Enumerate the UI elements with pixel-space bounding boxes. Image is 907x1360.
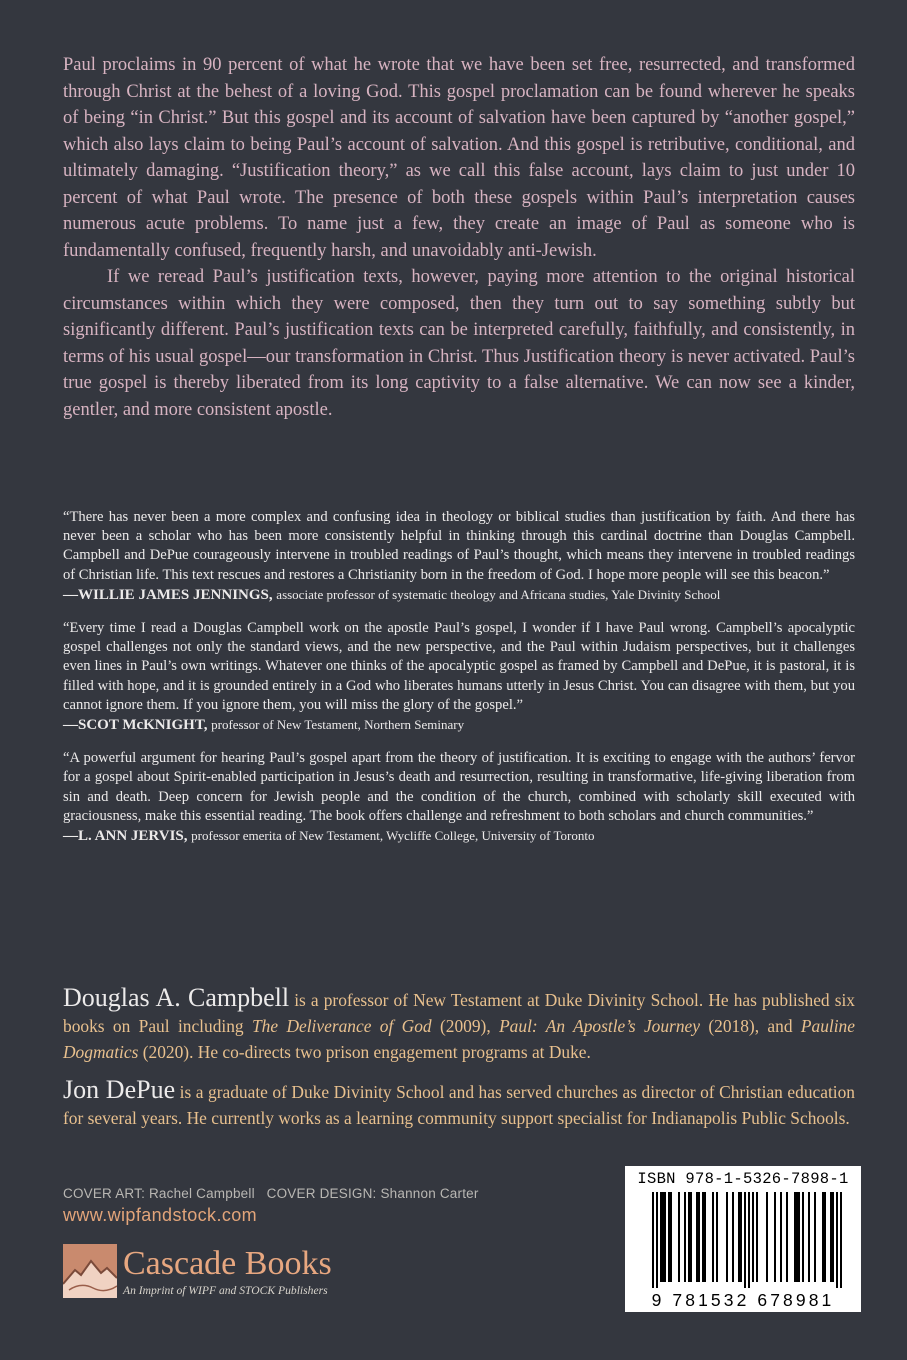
barcode-bar	[840, 1192, 842, 1288]
barcode-bar	[690, 1192, 692, 1282]
endorsement-jennings	[63, 508, 855, 605]
endorsement-quote: “There has never been a more complex and confusing idea in theology or biblical studies than justification by faith. And there has never been a scholar who has been more consistently helpful in thinking through this cardinal doctrine than Douglas Campbell. Campbell and DePue courageously intervene in troubled readings of Paul’s thought, which means they intervene in troubled readings of Christian life. This text rescues and restores a Christianity born in the freedom of God. I hope more people will see this beacon.”	[63, 509, 855, 583]
description-paragraph-1: Paul proclaims in 90 percent of what he wrote that we have been set free, resurrected, and transformed through Christ at the behest of a loving God. This gospel proclamation can be found wherever he speaks of being “in Christ.” But this gospel and its account of salvation have been captured by “another gospel,” which also lays claim to being Paul’s account of salvation. And this gospel is retributive, conditional, and ultimately damaging. “Justification theory,” as we call this false account, lays claim to just under 10 percent of what Paul wrote. The presence of both these gospels within Paul’s interpretation causes numerous acute problems. To name just a few, they create an image of Paul as someone who is fundamentally confused, frequently harsh, and unavoidably anti-Jewish.	[63, 55, 855, 261]
barcode-bar	[732, 1192, 734, 1282]
cover-credits	[63, 1186, 479, 1201]
bio-text: is a professor of New Testament at Duke Divinity School. He has published six books on Paul including	[63, 990, 856, 1036]
bio-text: (2009),	[431, 1016, 500, 1036]
endorser-name: —WILLIE JAMES JENNINGS,	[63, 586, 273, 603]
cover-art-credit: COVER ART: Rachel Campbell	[63, 1186, 255, 1201]
book-title: Paul: An Apostle’s Journey	[499, 1016, 700, 1036]
barcode-bar	[670, 1192, 672, 1282]
endorser-name: —L. ANN JERVIS,	[63, 828, 188, 845]
isbn-barcode	[625, 1166, 861, 1312]
barcode-bar	[752, 1192, 754, 1282]
barcode-bar	[660, 1192, 662, 1282]
barcode-bar	[836, 1192, 838, 1288]
barcode-bar	[808, 1192, 810, 1282]
bio-depue	[63, 1077, 855, 1131]
publisher-imprint: An Imprint of WIPF and STOCK Publishers	[123, 1284, 328, 1297]
barcode-bar	[798, 1192, 800, 1282]
isbn-label: ISBN 978-1-5326-7898-1	[637, 1170, 849, 1188]
barcode-bar	[766, 1192, 768, 1282]
endorsement-attribution	[63, 826, 855, 846]
description-paragraph-2: If we reread Paul’s justification texts, however, paying more attention to the original historical circumstances within which they were composed, then they turn out to say something subtly but significantly different. Paul’s justification texts can be interpreted carefully, faithfully, and consistently, in terms of his usual gospel—our transformation in Christ. Thus Justification theory is never activated. Paul’s true gospel is thereby liberated from its long captivity to a false alternative. We can now see a kinder, gentler, and more consistent apostle.	[63, 267, 855, 420]
bio-campbell	[63, 985, 855, 1065]
endorsement-attribution	[63, 585, 855, 605]
barcode-digits: 9 781532 678981	[651, 1290, 835, 1310]
endorser-role: associate professor of systematic theology and Africana studies, Yale Divinity School	[276, 586, 721, 602]
author-bios	[63, 985, 855, 1143]
bio-text: is a graduate of Duke Divinity School and has served churches as director of Christian education for several years. He currently works as a learning community support specialist for Indianapolis Public Schools.	[63, 1082, 856, 1128]
endorsement-quote: “A powerful argument for hearing Paul’s gospel apart from the theory of justification. It is exciting to engage with the authors’ fervor for a gospel about Spirit-enabled participation in Jesus’s death and resurrection, resulting in transformative, life-giving liberation from sin and death. Deep concern for Jewish people and the condition of the church, combined with scholarly skill executed with graciousness, make this essential reading. The book offers challenge and refreshment to both scholars and church communities.”	[63, 750, 855, 824]
barcode-bar	[664, 1192, 666, 1282]
endorser-role: professor of New Testament, Northern Seminary	[211, 717, 465, 733]
book-title: The Deliverance of God	[252, 1016, 432, 1036]
publisher-name: Cascade Books	[123, 1245, 332, 1282]
barcode-bar	[822, 1192, 824, 1282]
barcode-bar	[656, 1192, 658, 1288]
barcode-bar	[678, 1192, 680, 1282]
publisher-logo-icon	[63, 1244, 117, 1298]
barcode-bar	[652, 1192, 654, 1288]
barcode-bar	[802, 1192, 804, 1282]
cover-design-credit: COVER DESIGN: Shannon Carter	[266, 1186, 479, 1201]
barcode-bar	[740, 1192, 742, 1282]
barcode-bar	[704, 1192, 706, 1282]
barcode-bar	[716, 1192, 718, 1282]
endorsement-jervis	[63, 749, 855, 846]
barcode-bar	[830, 1192, 832, 1282]
endorser-name: —SCOT McKNIGHT,	[63, 717, 208, 734]
barcode-bar	[688, 1192, 690, 1282]
barcode-bar	[786, 1192, 788, 1282]
publisher-block	[63, 1244, 393, 1304]
barcode-bar	[824, 1192, 826, 1282]
barcode-bar	[794, 1192, 796, 1282]
endorsement-quote: “Every time I read a Douglas Campbell work on the apostle Paul’s gospel, I wonder if I have Paul wrong. Campbell’s apocalyptic gospel challenges not only the standard views, and the new perspective, and the Paul within Judaism perspectives, but it challenges even lines in Paul’s own writings. Whatever one thinks of the apocalyptic gospel as framed by Campbell and DePue, it is pastoral, it is filled with hope, and it is grounded entirely in a God who liberates humans utterly in Jesus Christ. You can disagree with them, but you cannot ignore them. If you ignore them, you will miss the glory of the gospel.”	[63, 620, 855, 713]
barcode-bar	[756, 1192, 758, 1282]
endorser-role: professor emerita of New Testament, Wycliffe College, University of Toronto	[191, 828, 595, 844]
book-description	[63, 52, 855, 423]
author-name: Douglas A. Campbell	[63, 983, 290, 1012]
barcode-bar	[744, 1192, 746, 1288]
barcode-bar	[662, 1192, 664, 1282]
barcode-bar	[702, 1192, 704, 1282]
barcode-bar	[698, 1192, 700, 1282]
endorsement-mcknight	[63, 619, 855, 735]
endorsements	[63, 508, 855, 860]
endorsement-attribution	[63, 715, 855, 735]
barcode-bar	[774, 1192, 776, 1282]
bio-text: (2018), and	[699, 1016, 801, 1036]
barcode-bar	[832, 1192, 834, 1282]
barcode-bar	[726, 1192, 728, 1282]
barcode-bar	[748, 1192, 750, 1288]
barcode-bar	[796, 1192, 798, 1282]
barcode-bar	[712, 1192, 714, 1282]
barcode-bars	[633, 1192, 853, 1288]
barcode-bar	[814, 1192, 816, 1282]
barcode-bar	[738, 1192, 740, 1282]
publisher-website: www.wipfandstock.com	[63, 1205, 258, 1225]
barcode-bar	[696, 1192, 698, 1282]
book-title: Pauline Dogmatics	[63, 1016, 855, 1062]
barcode-bar	[780, 1192, 782, 1282]
author-name: Jon DePue	[63, 1075, 176, 1104]
bio-text: (2020). He co-directs two prison engagement programs at Duke.	[138, 1042, 591, 1062]
barcode-bar	[684, 1192, 686, 1282]
barcode-bar	[668, 1192, 670, 1282]
